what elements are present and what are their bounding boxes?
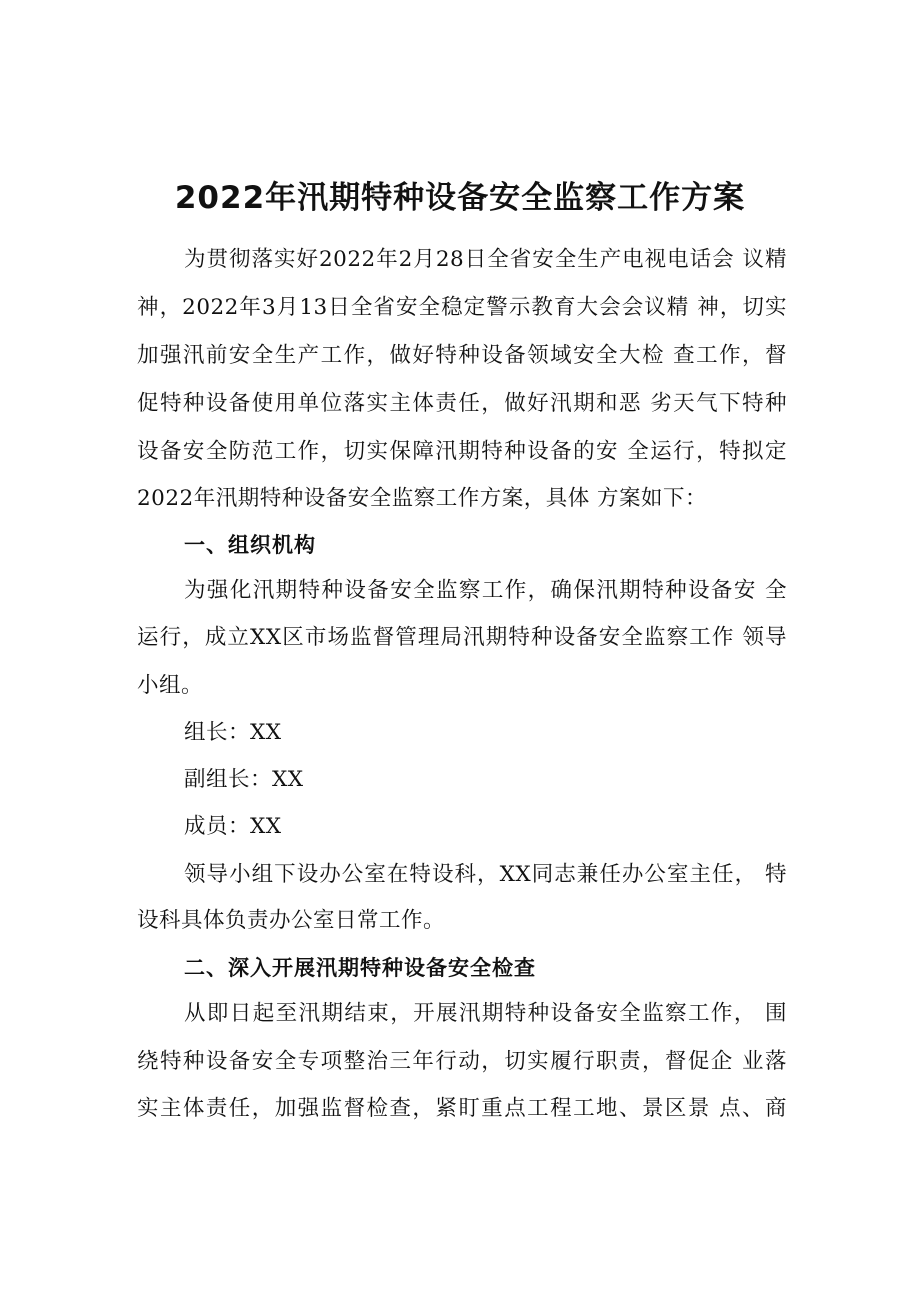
section-heading: 二、深入开展汛期特种设备安全检查 — [184, 956, 536, 980]
paragraph-line: 加强汛前安全生产工作，做好特种设备领域安全大检 查工作，督 — [137, 343, 787, 368]
paragraph-line: 为贯彻落实好2022年2月28日全省安全生产电视电话会 议精 — [184, 247, 787, 272]
paragraph-line: 实主体责任，加强监督检查，紧盯重点工程工地、景区景 点、商 — [137, 1096, 787, 1121]
document-title: 2022年汛期特种设备安全监察工作方案 — [174, 180, 746, 216]
section-heading: 一、组织机构 — [184, 533, 316, 557]
deputy-leader-line: 副组长：XX — [184, 767, 304, 792]
paragraph-line: 设备安全防范工作，切实保障汛期特种设备的安 全运行，特拟定 — [137, 439, 787, 464]
paragraph-line: 为强化汛期特种设备安全监察工作，确保汛期特种设备安 全 — [184, 578, 787, 603]
members-line: 成员：XX — [184, 814, 282, 839]
paragraph-line: 运行，成立XX区市场监督管理局汛期特种设备安全监察工作 领导 — [137, 625, 787, 650]
paragraph-line: 2022年汛期特种设备安全监察工作方案，具体 方案如下： — [137, 486, 708, 511]
team-leader-line: 组长：XX — [184, 720, 282, 745]
paragraph-line: 神，2022年3月13日全省安全稳定警示教育大会会议精 神，切实 — [137, 295, 787, 320]
paragraph-line: 绕特种设备安全专项整治三年行动，切实履行职责，督促企 业落 — [137, 1049, 787, 1074]
paragraph-line: 小组。 — [137, 673, 204, 698]
paragraph-line: 领导小组下设办公室在特设科，XX同志兼任办公室主任， 特 — [184, 862, 787, 887]
paragraph-line: 促特种设备使用单位落实主体责任，做好汛期和恶 劣天气下特种 — [137, 391, 787, 416]
paragraph-line: 设科具体负责办公室日常工作。 — [137, 908, 446, 933]
paragraph-line: 从即日起至汛期结束，开展汛期特种设备安全监察工作， 围 — [184, 1001, 787, 1026]
